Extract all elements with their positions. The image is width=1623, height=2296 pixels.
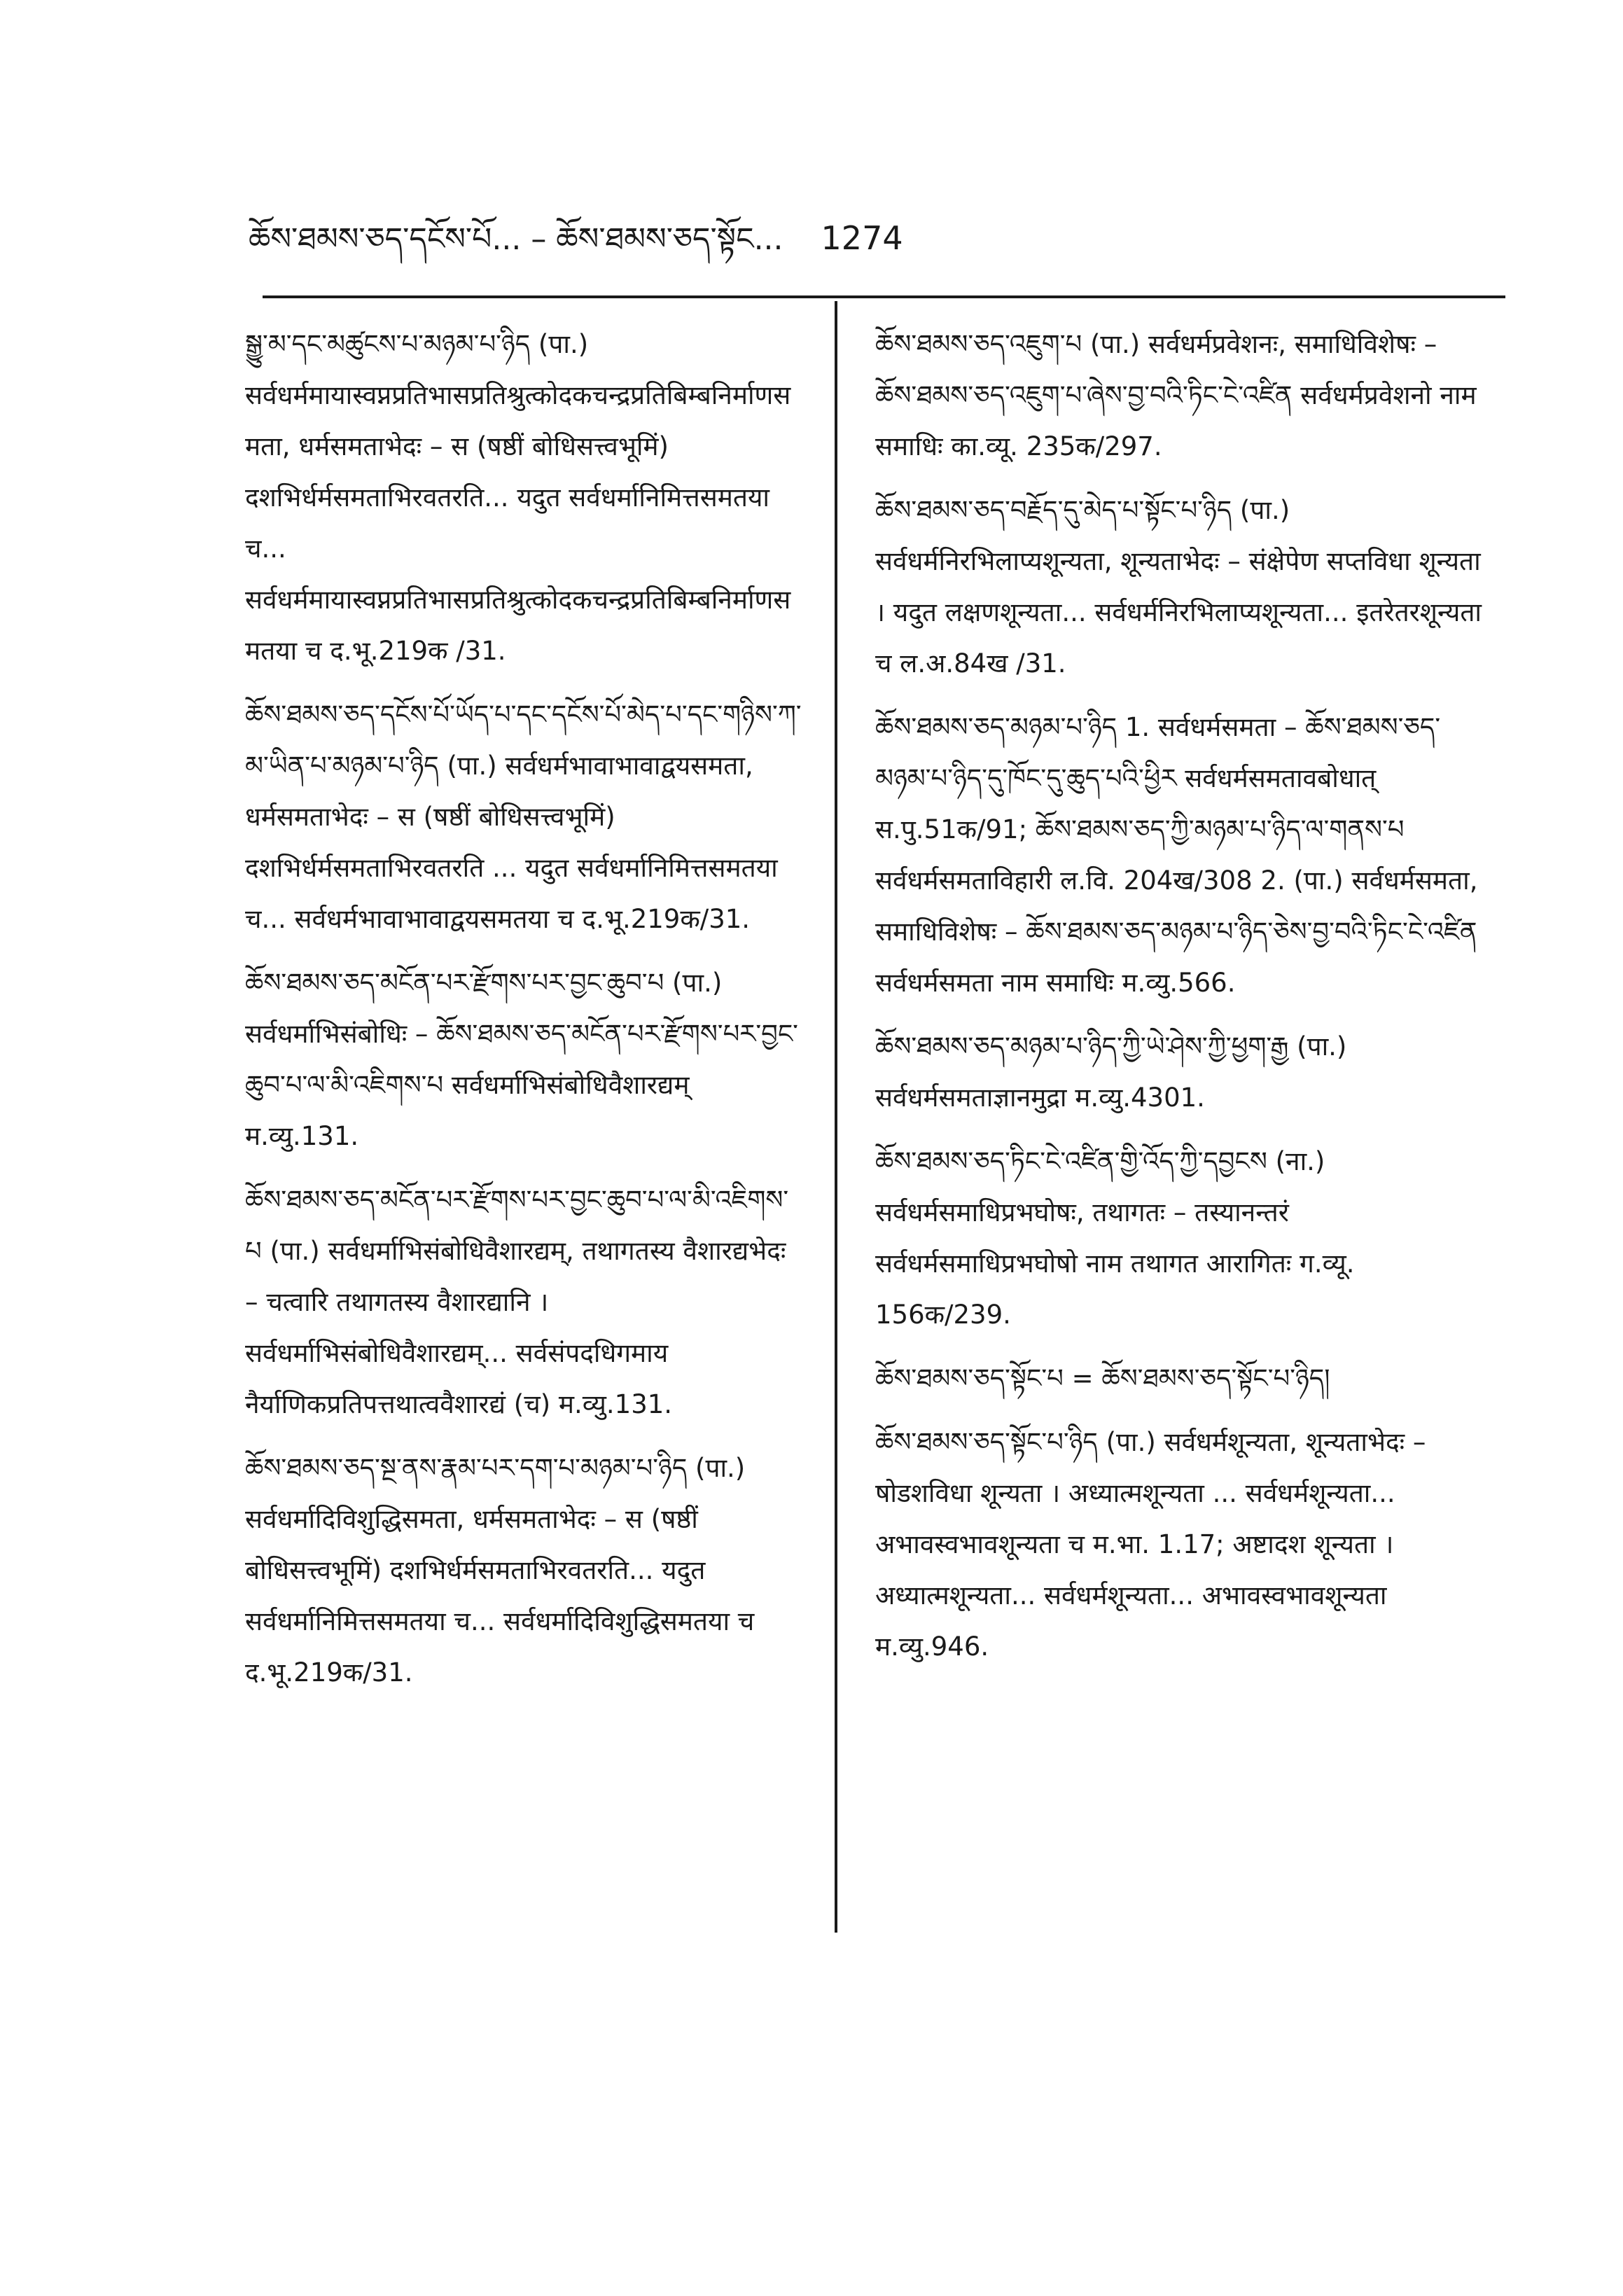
- column-divider: [835, 301, 837, 1933]
- dictionary-entry: [875, 1021, 1484, 1123]
- header-range: ཆོས་ཐམས་ཅད་དངོས་པོ... – ཆོས་ཐམས་ཅད་སྟོང...: [249, 221, 783, 257]
- dictionary-entry: [875, 1353, 1484, 1404]
- entry-text: ཆོས་ཐམས་ཅད་འཇུག་པ (पा.) सर्वधर्मप्रवेशनः, समाधिविशेषः – ཆོས་ཐམས་ཅད་འཇུག་པ་ཞེས་བྱ་བའི་ཏིང་ངེ་འཛིན सर्वधर्मप्रवेशनो नाम समाधिः का.व्यू. 235क/297.: [875, 329, 1477, 461]
- entry-text: ཆོས་ཐམས་ཅད་ཏིང་ངེ་འཛིན་གྱི་འོད་ཀྱི་དབྱངས (ना.) सर्वधर्मसमाधिप्रभघोषः, तथागतः – तस्यानन्तरं सर्वधर्मसमाधिप्रभघोषो नाम तथागत आरागितः ग.व्यू. 156क/239.: [875, 1146, 1355, 1330]
- entry-text: ཆོས་ཐམས་ཅད་མངོན་པར་རྫོགས་པར་བྱང་ཆུབ་པ (पा.) सर्वधर्माभिसंबोधिः – ཆོས་ཐམས་ཅད་མངོན་པར་རྫོགས་པར་བྱང་ཆུབ་པ་ལ་མི་འཇིགས་པ सर्वधर्माभिसंबोधिवैशारद्यम् म.व्यु.131.: [245, 968, 798, 1151]
- dictionary-entry: [875, 1136, 1484, 1340]
- entry-text: ཆོས་ཐམས་ཅད་དངོས་པོ་ཡོད་པ་དང་དངོས་པོ་མེད་པ་དང་གཉིས་ཀ་མ་ཡིན་པ་མཉམ་པ་ཉིད (पा.) सर्वधर्मभावाभावाद्वयसमता, धर्मसमताभेदः – स (षष्ठीं बोधिसत्त्वभूमिं) दशभिर्धर्मसमताभिरवतरति ... यदुत सर्वधर्मानिमित्तसमतया च... सर्वधर्मभावाभावाद्वयसमतया च द.भू.219क/31.: [245, 700, 802, 934]
- dictionary-entry: [875, 485, 1484, 689]
- header-rule: [263, 295, 1505, 298]
- dictionary-entry: [245, 1442, 802, 1698]
- dictionary-entry: [875, 1417, 1484, 1672]
- entry-text: ཆོས་ཐམས་ཅད་བརྗོད་དུ་མེད་པ་སྟོང་པ་ཉིད (पा.) सर्वधर्मनिरभिलाप्यशून्यता, शून्यताभेदः – संक्षेपेण सप्तविधा शून्यता । यदुत लक्षणशून्यता... सर्वधर्मनिरभिलाप्यशून्यता... इतरेतरशून्यता च ल.अ.84ख /31.: [875, 495, 1482, 679]
- entry-text: ཆོས་ཐམས་ཅད་མཉམ་པ་ཉིད 1. सर्वधर्मसमता – ཆོས་ཐམས་ཅད་མཉམ་པ་ཉིད་དུ་ཁོང་དུ་ཆུད་པའི་ཕྱིར सर्वधर्मसमतावबोधात् स.पु.51क/91; ཆོས་ཐམས་ཅད་ཀྱི་མཉམ་པ་ཉིད་ལ་གནས་པ सर्वधर्मसमताविहारी ल.वि. 204ख/308 2. (पा.) सर्वधर्मसमता, समाधिविशेषः – ཆོས་ཐམས་ཅད་མཉམ་པ་ཉིད་ཅེས་བྱ་བའི་ཏིང་ངེ་འཛིན सर्वधर्मसमता नाम समाधिः म.व्यु.566.: [875, 712, 1478, 998]
- page-number: 1274: [821, 219, 903, 257]
- right-column: [875, 319, 1484, 1685]
- entry-text: ཆོས་ཐམས་ཅད་མཉམ་པ་ཉིད་ཀྱི་ཡེ་ཤེས་ཀྱི་ཕྱག་རྒྱ (पा.) सर्वधर्मसमताज्ञानमुद्रा म.व्यु.4301.: [875, 1031, 1347, 1113]
- entry-text: ཆོས་ཐམས་ཅད་སྟོང་པ་ཉིད (पा.) सर्वधर्मशून्यता, शून्यताभेदः – षोडशविधा शून्यता । अध्यात्मशून्यता ... सर्वधर्मशून्यता... अभावस्वभावशून्यता च म.भा. 1.17; अष्टादश शून्यता । अध्यात्मशून्यता... सर्वधर्मशून्यता... अभावस्वभावशून्यता म.व्यु.946.: [875, 1427, 1426, 1662]
- dictionary-entry: [875, 702, 1484, 1008]
- left-column: [245, 319, 802, 1711]
- entry-text: ཆོས་ཐམས་ཅད་མངོན་པར་རྫོགས་པར་བྱང་ཆུབ་པ་ལ་མི་འཇིགས་པ (पा.) सर्वधर्माभिसंबोधिवैशारद्यम्, तथागतस्य वैशारद्यभेदः – चत्वारि तथागतस्य वैशारद्यानि । सर्वधर्माभिसंबोधिवैशारद्यम्... सर्वसंपदधिगमाय नैर्याणिकप्रतिपत्तथात्ववैशारद्यं (च) म.व्यु.131.: [245, 1185, 789, 1419]
- dictionary-entry: [245, 957, 802, 1162]
- entry-text: ཆོས་ཐམས་ཅད་སྟོང་པ = ཆོས་ཐམས་ཅད་སྟོང་པ་ཉིད།: [875, 1363, 1330, 1393]
- entry-text: སྒྱུ་མ་དང་མཚུངས་པ་མཉམ་པ་ཉིད (पा.) सर्वधर्ममायास्वप्नप्रतिभासप्रतिश्रुत्कोदकचन्द्रप्रतिबिम्बनिर्माणसमता, धर्मसमताभेदः – स (षष्ठीं बोधिसत्त्वभूमिं) दशभिर्धर्मसमताभिरवतरति... यदुत सर्वधर्मानिमित्तसमतया च... सर्वधर्ममायास्वप्नप्रतिभासप्रतिश्रुत्कोदकचन्द्रप्रतिबिम्बनिर्माणसमतया च द.भू.219क /31.: [245, 329, 791, 666]
- dictionary-entry: [875, 319, 1484, 472]
- entry-text: ཆོས་ཐམས་ཅད་སྔ་ནས་རྣམ་པར་དག་པ་མཉམ་པ་ཉིད (पा.) सर्वधर्मादिविशुद्धिसमता, धर्मसमताभेदः – स (षष्ठीं बोधिसत्त्वभूमिं) दशभिर्धर्मसमताभिरवतरति... यदुत सर्वधर्मानिमित्तसमतया च... सर्वधर्मादिविशुद्धिसमतया च द.भू.219क/31.: [245, 1453, 755, 1688]
- dictionary-entry: [245, 319, 802, 676]
- dictionary-entry: [245, 689, 802, 945]
- dictionary-entry: [245, 1174, 802, 1430]
- running-header: [249, 217, 949, 260]
